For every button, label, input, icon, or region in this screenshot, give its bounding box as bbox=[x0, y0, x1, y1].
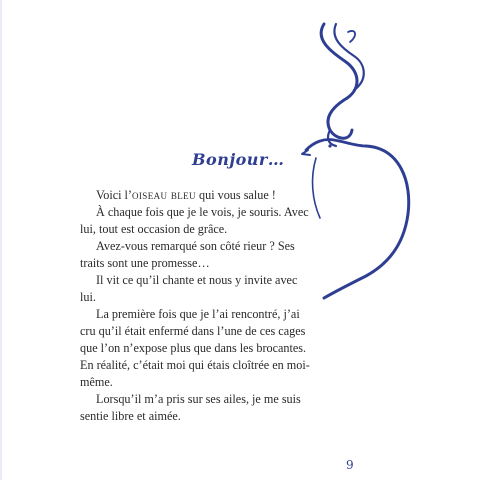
paragraph-3: Avez-vous remarqué son côté rieur ? Ses traits sont une promesse… bbox=[80, 239, 295, 270]
paragraph-2: À chaque fois que je le vois, je souris. Avec lui, tout est occasion de grâce. bbox=[80, 205, 309, 236]
chapter-heading: Bonjour… bbox=[192, 150, 285, 169]
bird-line-drawing-icon bbox=[296, 18, 480, 318]
page-number: 9 bbox=[346, 458, 354, 472]
paragraph-4: Il vit ce qu’il chante et nous y invite avec lui. bbox=[80, 273, 298, 304]
body-text bbox=[80, 187, 315, 425]
paragraph-5: La première fois que je l’ai rencontré, j’ai cru qu’il était enfermé dans l’une de ces cages que l’on n’expose plus que dans les brocantes. En réalité, c’était moi qui étais cloîtrée en moi-même. bbox=[80, 307, 310, 389]
paragraph-1-before: Voici l’ bbox=[96, 188, 132, 202]
page-edge-divider bbox=[0, 0, 2, 480]
paragraph-6: Lorsqu’il m’a pris sur ses ailes, je me suis sentie libre et aimée. bbox=[80, 392, 301, 423]
paragraph-1-after: qui vous salue ! bbox=[195, 188, 276, 202]
paragraph-1 bbox=[80, 187, 315, 204]
oiseau-bleu-smallcaps: oiseau bleu bbox=[132, 188, 196, 202]
